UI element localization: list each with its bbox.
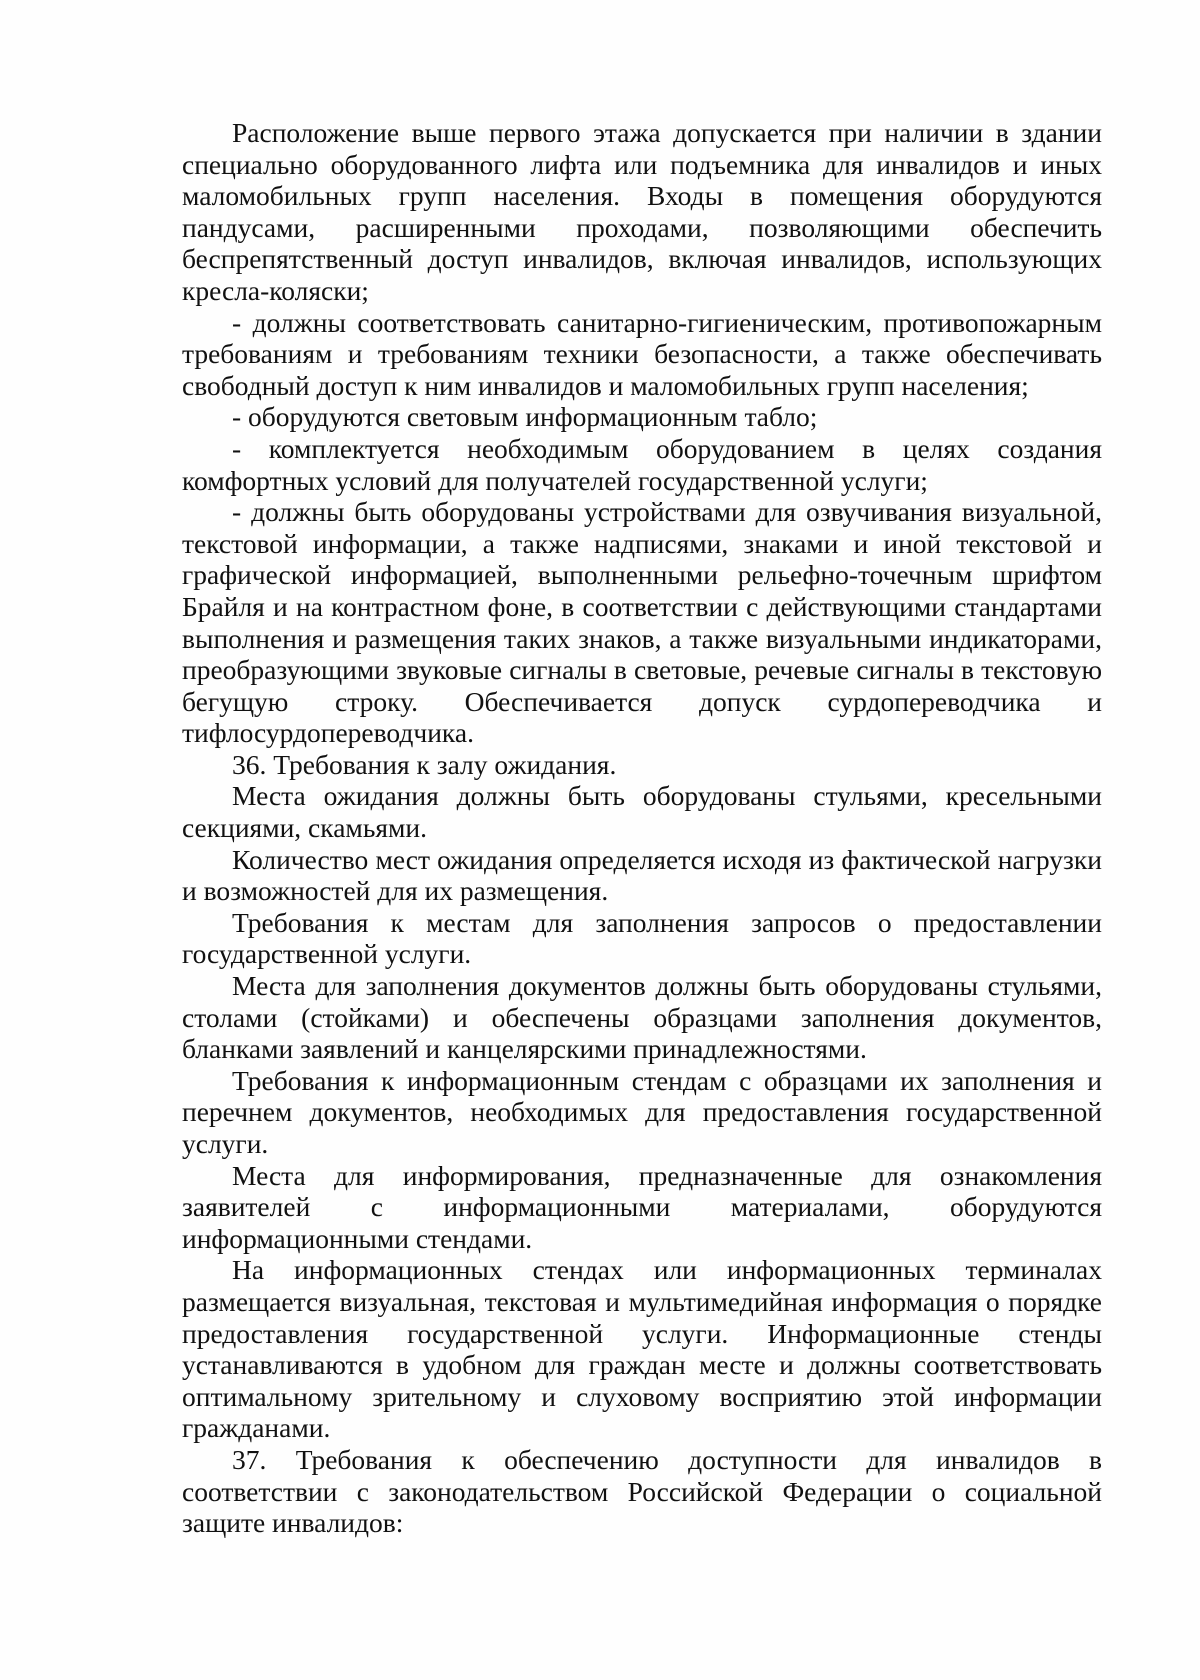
paragraph-waiting-count: Количество мест ожидания определяется исходя из фактической нагрузки и возможностей для их размещения. xyxy=(182,843,1102,907)
paragraph-item-36: 36. Требования к залу ожидания. xyxy=(232,748,617,780)
document-body xyxy=(182,117,1102,1539)
paragraph-light-board: - оборудуются световым информационным табло; xyxy=(232,401,818,433)
paragraph-request-places-title: Требования к местам для заполнения запросов о предоставлении государственной услуги. xyxy=(182,906,1102,970)
paragraph-location-above-first-floor: Расположение выше первого этажа допускается при наличии в здании специально оборудованного лифта или подъемника для инвалидов и иных маломобильных групп населения. Входы в помещения оборудуются пандусами, расширенными проходами, позволяющими обеспечить беспрепятственный доступ инвалидов, включая инвалидов, использующих кресла-коляски; xyxy=(182,117,1102,306)
paragraph-sound-devices: - должны быть оборудованы устройствами для озвучивания визуальной, текстовой информации, а также надписями, знаками и иной текстовой и графической информацией, выполненными рельефно-точечным шрифтом Брайля и на контрастном фоне, в соответствии с действующими стандартами выполнения и размещения таких знаков, а также визуальными индикаторами, преобразующими звуковые сигналы в световые, речевые сигналы в текстовую бегущую строку. Обеспечивается допуск сурдопереводчика и тифлосурдопереводчика. xyxy=(182,496,1102,749)
paragraph-filling-places: Места для заполнения документов должны быть оборудованы стульями, столами (стойками) и обеспечены образцами заполнения документов, бланками заявлений и канцелярскими принадлежностями. xyxy=(182,970,1102,1065)
paragraph-sanitary-requirements: - должны соответствовать санитарно-гигиеническим, противопожарным требованиям и требованиям техники безопасности, а также обеспечивать свободный доступ к ним инвалидов и маломобильных групп населения; xyxy=(182,306,1102,401)
paragraph-info-places: Места для информирования, предназначенные для ознакомления заявителей с информационными материалами, оборудуются информационными стендами. xyxy=(182,1159,1102,1254)
paragraph-equipment: - комплектуется необходимым оборудованием в целях создания комфортных условий для получателей государственной услуги; xyxy=(182,432,1102,496)
paragraph-waiting-places: Места ожидания должны быть оборудованы стульями, кресельными секциями, скамьями. xyxy=(182,780,1102,844)
paragraph-stands-title: Требования к информационным стендам с образцами их заполнения и перечнем документов, необходимых для предоставления государственной услуги. xyxy=(182,1064,1102,1159)
paragraph-item-37: 37. Требования к обеспечению доступности для инвалидов в соответствии с законодательством Российской Федерации о социальной защите инвалидов: xyxy=(182,1443,1102,1539)
paragraph-stands-content: На информационных стендах или информационных терминалах размещается визуальная, текстовая и мультимедийная информация о порядке предоставления государственной услуги. Информационные стенды устанавливаются в удобном для граждан месте и должны соответствовать оптимальному зрительному и слуховому восприятию этой информации гражданами. xyxy=(182,1254,1102,1444)
